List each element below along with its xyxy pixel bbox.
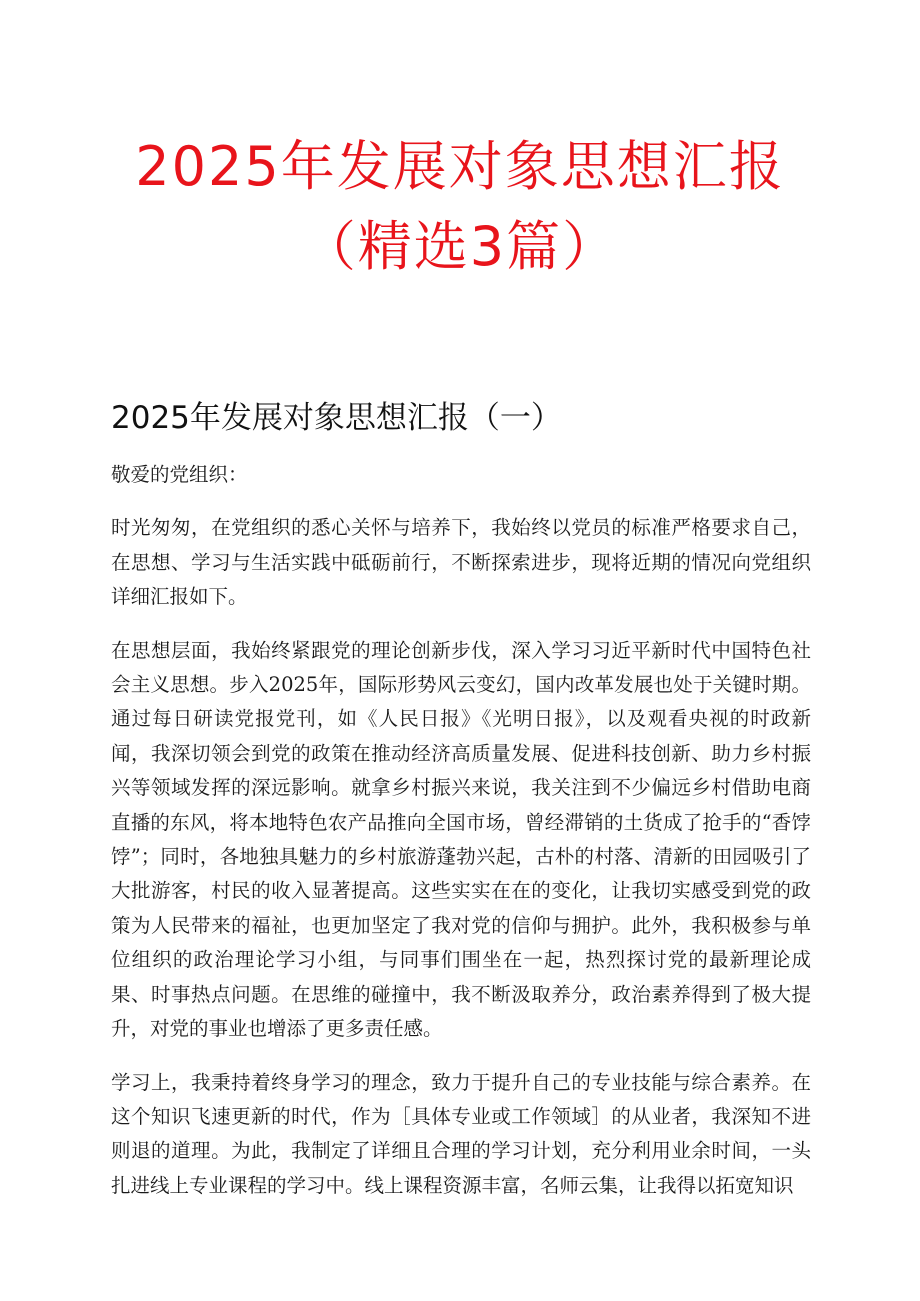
document-title-line2: （精选3篇） [301, 215, 619, 278]
document-title-line1: 2025年发展对象思想汇报 [135, 135, 785, 198]
salutation: 敬爱的党组织： [111, 463, 248, 486]
paragraph-study: 学习上，我秉持着终身学习的理念，致力于提升自己的专业技能与综合素养。在这个知识飞速更新的时代，作为［具体专业或工作领域］的从业者，我深知不进则退的道理。为此，我制定了详细且合理的学习计划，充分利用业余时间，一头扎进线上专业课程的学习中。线上课程资源丰富，名师云集，让我得以拓宽知识 [111, 1070, 811, 1197]
paragraph-intro: 时光匆匆，在党组织的悉心关怀与培养下，我始终以党员的标准严格要求自己，在思想、学习与生活实践中砥砺前行，不断探索进步，现将近期的情况向党组织详细汇报如下。 [111, 516, 811, 609]
paragraph-thought: 在思想层面，我始终紧跟党的理论创新步伐，深入学习习近平新时代中国特色社会主义思想。步入2025年，国际形势风云变幻，国内改革发展也处于关键时期。通过每日研读党报党刊，如《人民日报》《光明日报》，以及观看央视的时政新闻，我深切领会到党的政策在推动经济高质量发展、促进科技创新、助力乡村振兴等领域发挥的深远影响。就拿乡村振兴来说，我关注到不少偏远乡村借助电商直播的东风，将本地特色农产品推向全国市场，曾经滞销的土货成了抢手的“香饽饽”；同时，各地独具魅力的乡村旅游蓬勃兴起，古朴的村落、清新的田园吸引了大批游客，村民的收入显著提高。这些实实在在的变化，让我切实感受到党的政策为人民带来的福祉，也更加坚定了我对党的信仰与拥护。此外，我积极参与单位组织的政治理论学习小组，与同事们围坐在一起，热烈探讨党的最新理论成果、时事热点问题。在思维的碰撞中，我不断汲取养分，政治素养得到了极大提升，对党的事业也增添了更多责任感。 [111, 638, 811, 1041]
section-title: 2025年发展对象思想汇报（一） [111, 400, 562, 436]
document-body [111, 458, 811, 1222]
